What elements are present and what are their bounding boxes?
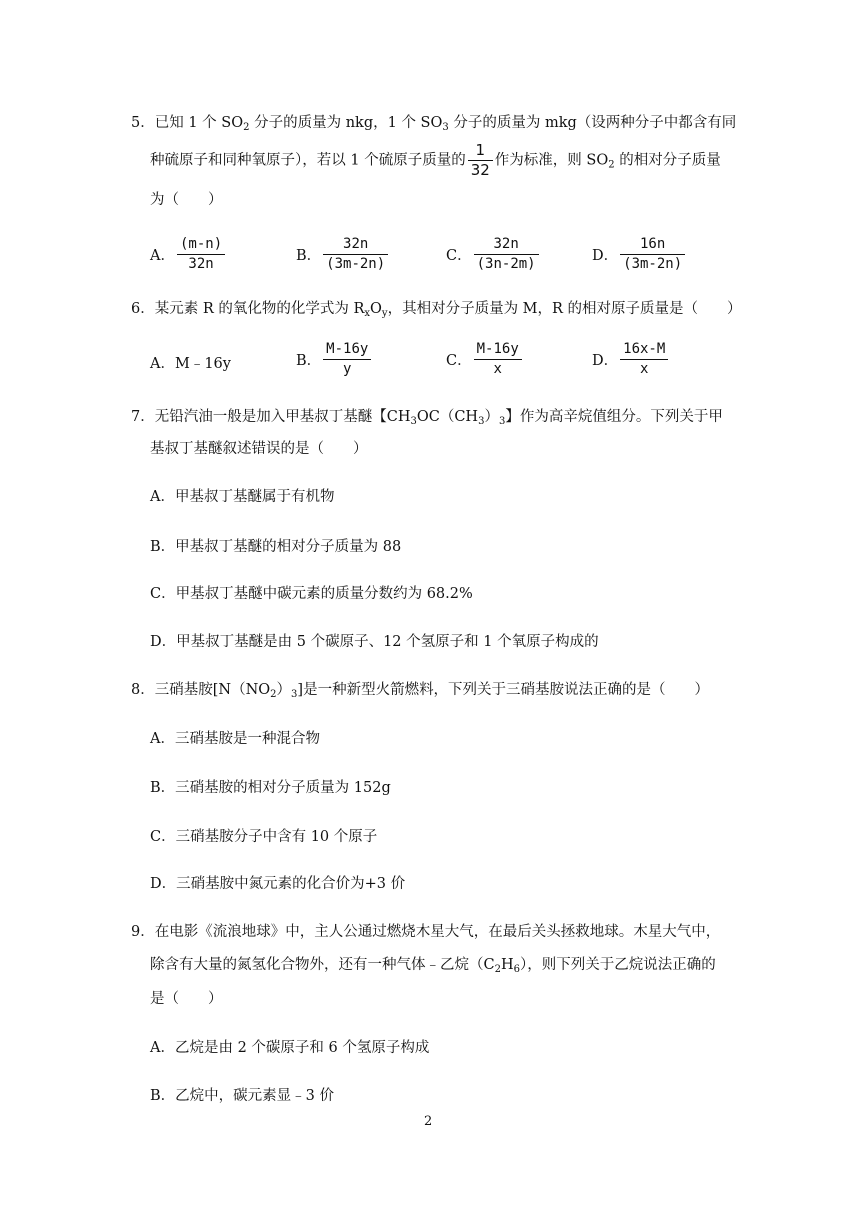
text: 种硫原子和同种氧原子），若以 1 个硫原子质量的 <box>150 152 466 169</box>
fraction-numerator: 16x-M <box>620 341 668 360</box>
option-label: A．M﹣16y <box>150 356 231 372</box>
fraction-denominator: y <box>343 361 352 377</box>
fraction-numerator: 32n <box>323 236 388 255</box>
fraction <box>474 236 539 273</box>
text: 7．无铅汽油一般是加入甲基叔丁基醚【CH <box>131 409 411 425</box>
fraction-numerator: M-16y <box>474 341 522 360</box>
q8-option-b: B．三硝基胺的相对分子质量为 152g <box>150 780 391 796</box>
text: ，其相对分子质量为 M，R 的相对原子质量是（ ） <box>387 301 742 317</box>
q7-option-b: B．甲基叔丁基醚的相对分子质量为 88 <box>150 539 402 555</box>
q5-option-a <box>150 236 227 273</box>
text: 的相对分子质量 <box>614 152 721 169</box>
fraction <box>323 341 371 378</box>
option-label: B． <box>296 248 322 264</box>
subscript: 3 <box>442 122 449 133</box>
q9-line3: 是（ ） <box>150 991 223 1007</box>
subscript: 2 <box>243 122 250 133</box>
fraction-denominator: (3m-2n) <box>623 256 683 272</box>
fraction-denominator: x <box>493 361 502 377</box>
fraction <box>177 236 225 273</box>
text: 】作为高辛烷值组分。下列关于甲 <box>505 409 723 425</box>
q8-option-d: D．三硝基胺中氮元素的化合价为+3 价 <box>150 876 406 892</box>
text: 分子的质量为 mkg（设两种分子中都含有同 <box>448 115 737 131</box>
fraction-numerator: (m-n) <box>177 236 225 255</box>
subscript: 3 <box>478 416 485 427</box>
q9-option-b: B．乙烷中，碳元素显﹣3 价 <box>150 1088 334 1104</box>
fraction-numerator: 32n <box>474 236 539 255</box>
subscript: 3 <box>498 416 506 427</box>
q5-option-b <box>296 236 390 273</box>
text: ），则下列关于乙烷说法正确的 <box>520 957 716 973</box>
text: ]是一种新型火箭燃料，下列关于三硝基胺说法正确的是（ ） <box>297 682 710 698</box>
text: ） <box>276 682 292 698</box>
option-label: D． <box>592 248 619 264</box>
q9-line2 <box>150 955 716 975</box>
subscript: 2 <box>608 159 615 171</box>
text: 除含有大量的氮氢化合物外，还有一种气体﹣乙烷（C <box>150 957 495 973</box>
q5-option-d <box>592 236 687 273</box>
option-label: B． <box>296 353 322 369</box>
q7-line1 <box>131 407 723 427</box>
text: 6．某元素 R 的氧化物的化学式为 R <box>131 301 365 317</box>
subscript: 2 <box>494 964 501 975</box>
fraction <box>323 236 388 273</box>
subscript: y <box>381 308 388 319</box>
q6-option-b <box>296 341 373 378</box>
page-number: 2 <box>424 1114 433 1129</box>
option-label: C． <box>446 353 472 369</box>
fraction-numerator: 16n <box>620 236 685 255</box>
option-label: A． <box>150 248 175 264</box>
fraction-denominator: (3n-2m) <box>476 256 536 272</box>
q7-option-a: A．甲基叔丁基醚属于有机物 <box>150 489 335 505</box>
q7-line2: 基叔丁基醚叙述错误的是（ ） <box>150 441 368 457</box>
text: 作为标准，则 SO <box>494 152 609 169</box>
fraction-denominator: x <box>640 361 649 377</box>
q8-option-c: C．三硝基胺分子中含有 10 个原子 <box>150 829 378 845</box>
fraction-numerator: M-16y <box>323 341 371 360</box>
fraction <box>620 236 685 273</box>
text: 8．三硝基胺[N（NO <box>131 682 271 698</box>
q6-option-c <box>446 341 524 378</box>
fraction <box>474 341 522 378</box>
q9-line1: 9．在电影《流浪地球》中，主人公通过燃烧木星大气，在最后关头拯救地球。木星大气中， <box>131 924 721 940</box>
q5-line3: 为（ ） <box>150 192 223 208</box>
fraction-numerator: 1 <box>468 142 493 161</box>
fraction <box>620 341 668 378</box>
text: OC（CH <box>416 409 479 425</box>
text: O <box>370 301 382 317</box>
q6-option-d <box>592 341 670 378</box>
q6-option-a <box>150 352 231 373</box>
q8-line1 <box>131 680 709 700</box>
option-label: C． <box>446 248 472 264</box>
subscript: 6 <box>513 964 520 975</box>
text: 5．已知 1 个 SO <box>131 115 244 131</box>
text: H <box>500 957 514 973</box>
q5-option-c <box>446 236 541 273</box>
fraction-denominator: 32n <box>188 256 214 272</box>
subscript: x <box>364 308 371 319</box>
q5-line1 <box>131 113 736 133</box>
text: ） <box>484 409 499 425</box>
q8-option-a: A．三硝基胺是一种混合物 <box>150 731 320 747</box>
subscript: 3 <box>410 416 417 427</box>
q5-line2 <box>150 142 721 179</box>
fraction-denominator: (3m-2n) <box>326 256 386 272</box>
q9-option-a: A．乙烷是由 2 个碳原子和 6 个氢原子构成 <box>150 1040 430 1056</box>
subscript: 3 <box>291 689 298 700</box>
subscript: 2 <box>270 689 277 700</box>
text: 分子的质量为 nkg，1 个 SO <box>249 115 443 131</box>
fraction <box>468 142 493 179</box>
q6-line1 <box>131 299 742 319</box>
option-label: D． <box>592 353 619 369</box>
q7-option-d: D．甲基叔丁基醚是由 5 个碳原子、12 个氢原子和 1 个氧原子构成的 <box>150 634 599 650</box>
q7-option-c: C．甲基叔丁基醚中碳元素的质量分数约为 68.2% <box>150 586 473 602</box>
fraction-denominator: 32 <box>470 161 490 179</box>
